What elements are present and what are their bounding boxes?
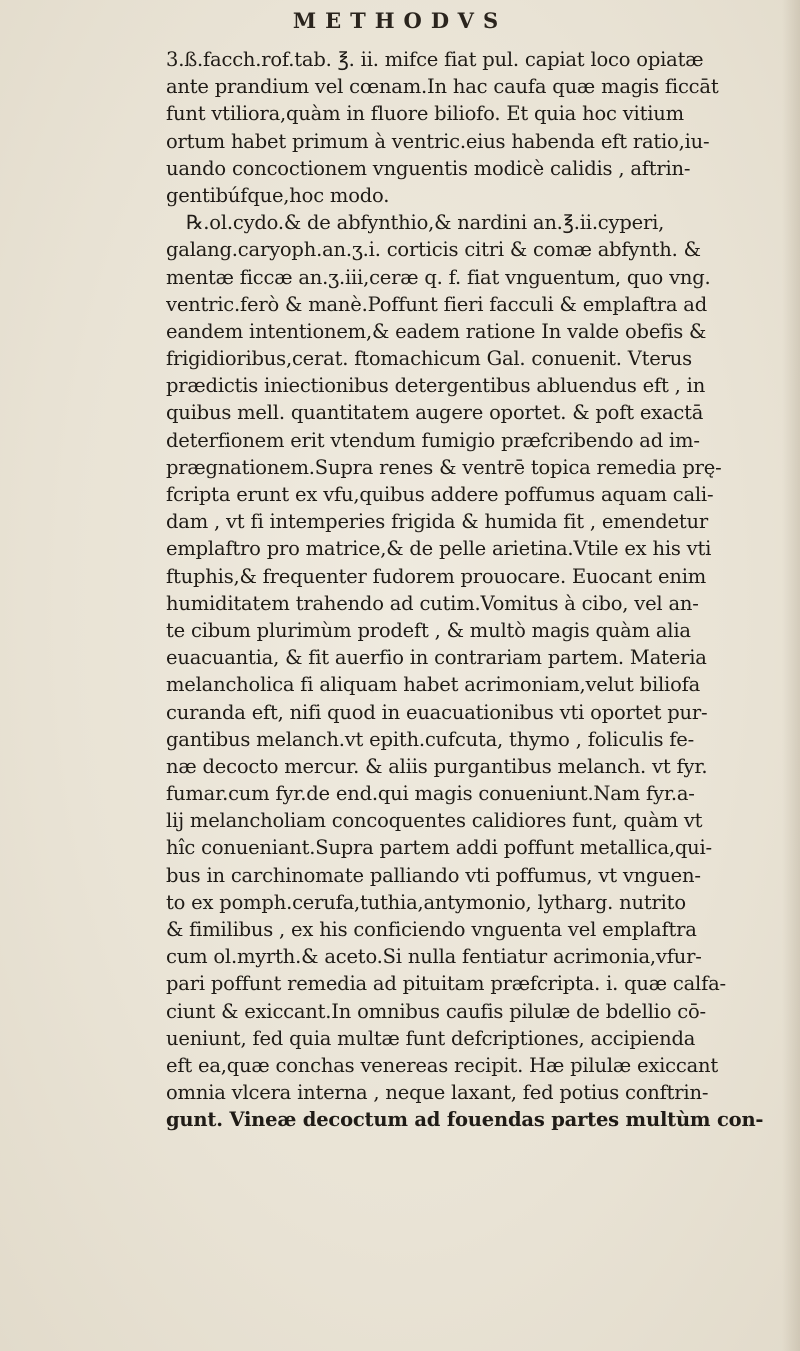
text-line: fcripta erunt ex vfu,quibus addere poffumus aquam cali- bbox=[166, 483, 714, 506]
page-edge-shadow bbox=[782, 0, 800, 1351]
text-line: ciunt & exiccant.In omnibus caufis pilulæ de bdellio cō- bbox=[166, 999, 706, 1023]
text-line: eandem intentionem,& eadem ratione In valde obefis & bbox=[166, 319, 707, 343]
text-line: 3.ß.facch.rof.tab. ℥. ii. mifce fiat pul. capiat loco opiatæ bbox=[166, 48, 704, 71]
text-line: ueniunt, fed quia multæ funt defcriptiones, accipienda bbox=[166, 1026, 696, 1050]
text-line: ftuphis,& frequenter fudorem prouocare. Euocant enim bbox=[166, 564, 707, 588]
text-line: curanda eft, nifi quod in euacuationibus vti oportet pur- bbox=[166, 700, 708, 724]
text-line: ℞.ol.cydo.& de abfynthio,& nardini an.℥.ii.cyperi, bbox=[186, 211, 665, 235]
text-line: prædictis iniectionibus detergentibus abluendus eft , in bbox=[166, 374, 706, 398]
text-line: dam , vt fi intemperies frigida & humida fit , emendetur bbox=[166, 510, 708, 534]
text-line: funt vtiliora,quàm in fluore biliofo. Et quia hoc vitium bbox=[166, 102, 684, 126]
text-line: cum ol.myrth.& aceto.Si nulla fentiatur acrimonia,vfur- bbox=[166, 945, 702, 969]
text-line: frigidioribus,cerat. ftomachicum Gal. conuenit. Vterus bbox=[166, 347, 692, 371]
text-line: hîc conueniant.Supra partem addi poffunt metallica,qui- bbox=[166, 836, 712, 860]
text-line: te cibum plurimùm prodeft , & multò magis quàm alia bbox=[166, 618, 691, 642]
text-line: ante prandium vel cœnam.In hac caufa quæ magis ficcāt bbox=[166, 75, 719, 99]
text-line: humiditatem trahendo ad cutim.Vomitus à cibo, vel an- bbox=[166, 591, 699, 615]
text-line: gunt. Vineæ decoctum ad fouendas partes multùm con- bbox=[166, 1108, 764, 1132]
text-line: eft ea,quæ conchas venereas recipit. Hæ pilulæ exiccant bbox=[166, 1053, 719, 1077]
text-line: bus in carchinomate palliando vti poffumus, vt vnguen- bbox=[166, 863, 701, 887]
text-line: lij melancholiam concoquentes calidiores funt, quàm vt bbox=[166, 809, 703, 833]
text-line: galang.caryoph.an.ʒ.i. corticis citri & comæ abfynth. & bbox=[166, 238, 701, 262]
text-line: melancholica fi aliquam habet acrimoniam,velut biliofa bbox=[166, 673, 701, 697]
text-line: uando concoctionem vnguentis modicè calidis , aftrin- bbox=[166, 156, 691, 180]
text-line: prægnationem.Supra renes & ventrē topica remedia prę- bbox=[166, 455, 722, 479]
text-line: deterfionem erit vtendum fumigio præfcribendo ad im- bbox=[166, 428, 700, 452]
text-line: to ex pomph.cerufa,tuthia,antymonio, lytharg. nutrito bbox=[166, 890, 686, 914]
text-line: pari poffunt remedia ad pituitam præfcripta. i. quæ calfa- bbox=[166, 972, 726, 996]
text-line: emplaftro pro matrice,& de pelle arietina.Vtile ex his vti bbox=[166, 537, 712, 561]
text-line: quibus mell. quantitatem augere oportet. & poft exactā bbox=[166, 401, 704, 425]
text-line: omnia vlcera interna , neque laxant, fed potius conftrin- bbox=[166, 1081, 709, 1105]
running-head: METHODVS bbox=[292, 8, 508, 33]
text-line: ventric.ferò & manè.Poffunt fieri facculi & emplaftra ad bbox=[166, 292, 707, 316]
text-line: fumar.cum fyr.de end.qui magis conueniunt.Nam fyr.a- bbox=[166, 782, 695, 806]
text-line: ortum habet primum à ventric.eius habenda eft ratio,iu- bbox=[166, 129, 710, 153]
text-line: næ decocto mercur. & aliis purgantibus melanch. vt fyr. bbox=[166, 754, 708, 778]
text-line: mentæ ficcæ an.ʒ.iii,ceræ q. f. fiat vnguentum, quo vng. bbox=[166, 265, 711, 289]
text-line: gantibus melanch.vt epith.cufcuta, thymo , foliculis fe- bbox=[166, 727, 695, 751]
text-line: & fimilibus , ex his conficiendo vnguenta vel emplaftra bbox=[166, 918, 697, 941]
text-block bbox=[166, 46, 766, 1134]
text-line: gentibúfque,hoc modo. bbox=[166, 183, 390, 207]
text-line: euacuantia, & fit auerfio in contrariam partem. Materia bbox=[166, 646, 707, 670]
